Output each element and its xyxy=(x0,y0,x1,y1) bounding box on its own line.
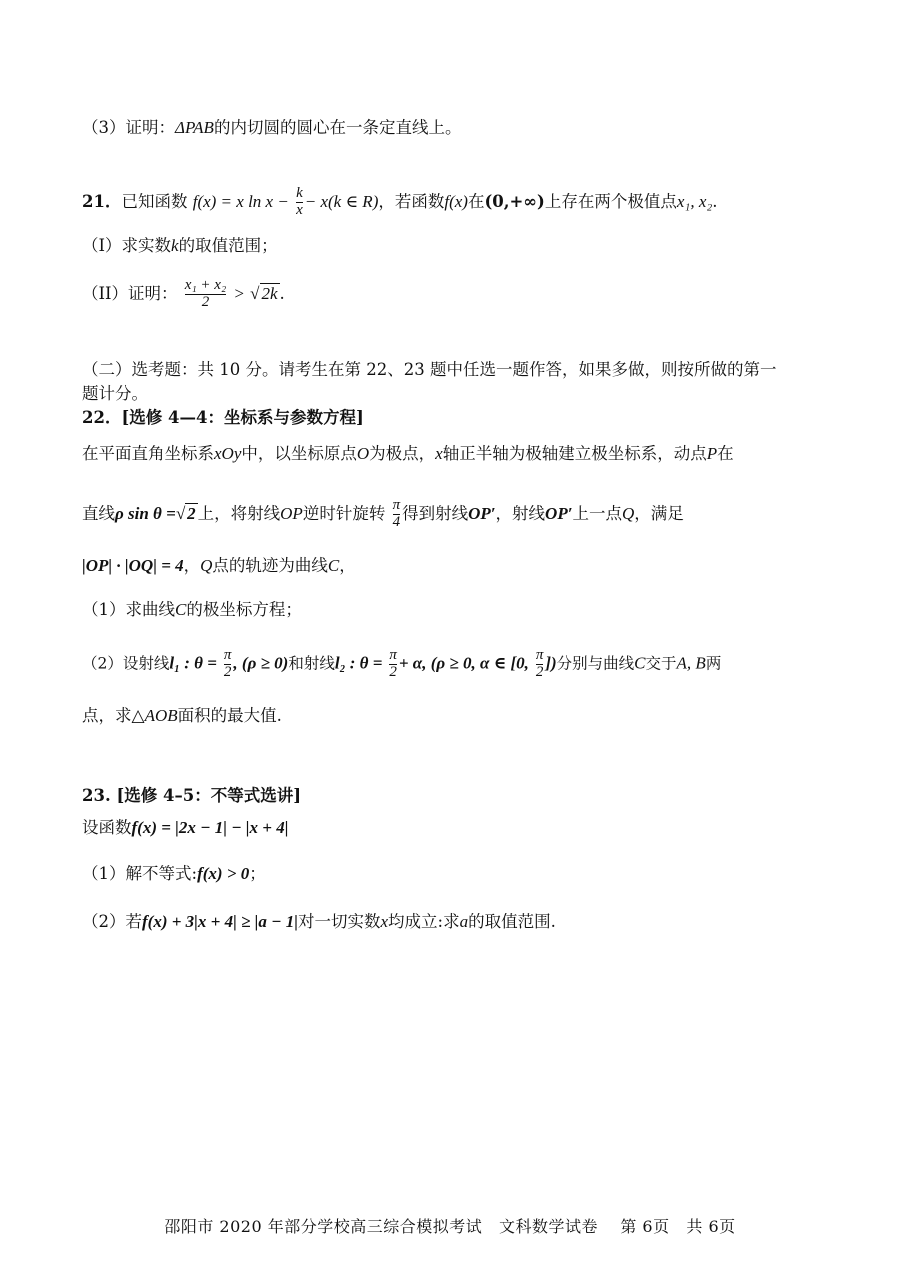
optional-section-line2: 题计分。 xyxy=(82,384,148,403)
q23-part1: （1）解不等式:f(x) > 0； xyxy=(82,864,266,883)
q22-line3: |OP| · |OQ| = 4，Q点的轨迹为曲线C， xyxy=(82,556,356,575)
optional-section-line1: （二）选考题：共 10 分。请考生在第 22、23 题中任选一题作答，如果多做，则按所做的第一 xyxy=(82,360,777,379)
q22-line2: 直线ρ sin θ =√ 2 上，将射线OP逆时针旋转 $\frac{\pi}{4}$ 得到射线OP′，射线OP′上一点Q，满足 xyxy=(82,497,684,530)
q23-part2: （2）若f(x) + 3|x + 4| ≥ |a − 1|对一切实数x均成立:求a的取值范围. xyxy=(82,912,556,931)
triangle-pab: ΔPAB xyxy=(175,118,214,137)
q21-part2: （II）证明： $\frac{\text{x₁ + x₂}}{2}$ > √ 2k . xyxy=(82,277,285,310)
pi-over-2-fraction: $\frac{\pi}{2}$ xyxy=(535,647,544,680)
q23-title: 23. [选修 4–5：不等式选讲] xyxy=(82,786,302,805)
q21-function: f(x) = x ln x − xyxy=(192,191,289,211)
q22-part1: （1）求曲线C的极坐标方程； xyxy=(82,600,302,619)
q22-part2-cont: 点，求△AOB面积的最大值. xyxy=(82,706,282,725)
sqrt-symbol: √ xyxy=(250,283,260,303)
q22-part2: （2）设射线l₁ : θ = $\frac{\pi}{2}$ , (ρ ≥ 0)和射线l₂ : θ = $\frac{\pi}{2}$ + α, (ρ ≥ 0, α ∈ [0, $\frac{\pi}{2}$ ])分别与曲线C交于A, B两 xyxy=(82,647,722,680)
q21-stem: 21．已知函数 f(x) = x ln x − $\frac{k}{x}$ − x(k ∈ R)，若函数f(x)在(0,+∞)上存在两个极值点x₁, x₂. xyxy=(82,185,718,218)
pi-over-2-fraction: $\frac{\pi}{2}$ xyxy=(389,647,397,680)
q22-rotation-fraction: $\frac{\pi}{4}$ xyxy=(392,497,401,530)
q21-part1: （I）求实数k的取值范围； xyxy=(82,236,278,255)
q21-part2-fraction: $\frac{\text{x₁ + x₂}}{2}$ xyxy=(184,277,227,310)
q22-title: 22．[选修 4—4：坐标系与参数方程] xyxy=(82,408,364,427)
pi-over-2-fraction: $\frac{\pi}{2}$ xyxy=(223,647,232,680)
q21-fraction: $\frac{k}{x}$ xyxy=(296,185,303,218)
page-footer: 邵阳市 2020 年部分学校高三综合模拟考试 文科数学试卷 第 6页 共 6页 xyxy=(164,1217,736,1236)
sqrt-symbol: √ xyxy=(175,503,186,523)
q22-line1: 在平面直角坐标系xOy中，以坐标原点O为极点，x轴正半轴为极轴建立极坐标系，动点P在 xyxy=(82,444,734,463)
q20-part3: （3）证明：ΔPAB的内切圆的圆心在一条定直线上。 xyxy=(82,118,462,137)
q23-line1: 设函数f(x) = |2x − 1| − |x + 4| xyxy=(82,818,289,837)
